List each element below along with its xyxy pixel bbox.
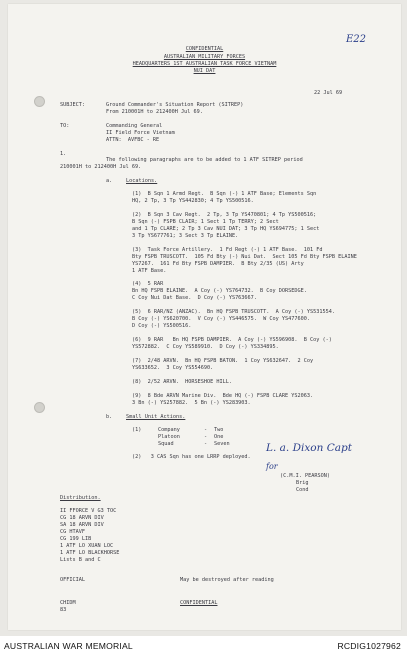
punch-hole [34,402,45,413]
sua-count: One [214,434,224,440]
location-line: YS572882. C Coy YS589910. D Coy (-) YS334895. [132,344,279,350]
to-line: Commanding General [106,123,163,129]
signatory-name: (C.M.I. PEARSON) [280,473,330,479]
header-line: HEADQUARTERS 1ST AUSTRALIAN TASK FORCE VIETNAM [132,61,277,67]
sua-unit: Company [158,427,180,433]
to-line: ATTN: AVFBC - RE [106,137,160,143]
subject-label: SUBJECT: [60,102,85,108]
signature-for: for [266,462,278,471]
handwritten-reference: E22 [346,34,367,45]
punch-hole [34,96,45,107]
paragraph-line: The following paragraphs are to be added to 1 ATF SITREP period [106,157,303,163]
paragraph-line: 210001H to 212400H Jul 69. [60,164,142,170]
location-line: B Sqn (-) FSPB CLAIR; 1 Sect 1 Tp TERRY; 2 Sect [132,219,279,225]
handwritten-signature: L. a. Dixon Capt [266,442,352,454]
document-date: 22 Jul 69 [314,90,343,96]
location-line: (9) 8 Bde ARVN Marine Div. Bde HQ (-) FSPB CLARE YS2063. [132,393,314,399]
location-line: and 1 Tp CLARE; 2 Tp 3 Cav NUI DAT; 3 Tp HQ YS694775; 1 Sect [132,226,320,232]
sua-dash: - [204,441,208,447]
sua-count: Two [214,427,224,433]
header-line: NUI DAT [193,68,216,74]
location-line: B Coy (-) YS620700. V Coy (-) YS446575. W Coy YS477600. [132,316,311,322]
signatory-role: Cond [296,487,309,493]
subpara-a-label: a. [106,178,113,184]
location-line: (4) 5 RAR [132,281,164,287]
distribution-item: 1 ATF LO BLACKHORSE [60,550,120,556]
location-line: 1 ATF Base. [132,268,167,274]
location-line: (1) B Sqn 1 Armd Regt. B Sqn (-) 1 ATF Base; Elements Sqn [132,191,317,197]
location-line: 3 Tp YS677761; 3 Sect 3 Tp ELAINE. [132,233,239,239]
distribution-item: CG 18 ARVN DIV [60,515,104,521]
paragraph-number: 1. [60,151,67,157]
classification-top: CONFIDENTIAL [185,46,224,52]
document-page [8,4,401,630]
location-line: Bn HQ FSPB ELAINE. A Coy (-) YS764732. B Coy DORSEDGE. [132,288,307,294]
header-line: AUSTRALIAN MILITARY FORCES [163,54,246,60]
location-line: 3 Bn (-) YS257882. 5 Bn (-) YS283903. [132,400,251,406]
sua-unit: Platoon [158,434,180,440]
classification-bottom: CONFIDENTIAL [180,600,218,606]
sua-unit: Squad [158,441,174,447]
location-line: YS7267. 161 Fd Bty FSPB DAMPIER. B Bty 2/35 (US) Arty [132,261,304,267]
sua-count: Seven [214,441,230,447]
distribution-title: Distribution. [60,495,101,501]
distribution-item: SA 18 ARVN DIV [60,522,104,528]
location-line: YS633652. 3 Coy YS554690. [132,365,214,371]
sua-number: (1) [132,427,142,433]
to-line: II Field Force Vietnam [106,130,175,136]
location-line: (2) B Sqn 3 Cav Regt. 2 Tp, 3 Tp YS470801; 4 Tp YS500516; [132,212,317,218]
subject-line: Ground Commander's Situation Report (SITREP) [106,102,244,108]
sua-line: (2) 3 CAS Sqn has one LRRP deployed. [132,454,251,460]
location-line: D Coy (-) YS500516. [132,323,192,329]
distribution-item: CG 199 LIB [60,536,92,542]
archive-name: AUSTRALIAN WAR MEMORIAL [4,641,133,651]
official-label: OFFICIAL [60,577,85,583]
destroy-note: May be destroyed after reading [180,577,274,583]
location-line: (5) 6 RAR/NZ (ANZAC). Bn HQ FSPB TRUSCOTT. A Coy (-) YS531554. [132,309,336,315]
subpara-b-title: Small Unit Actions. [126,414,186,420]
location-line: C Coy Nui Dat Base. D Coy (-) YS763667. [132,295,257,301]
archive-record-id: RCDIG1027962 [337,641,401,651]
distribution-item: Lists B and C [60,557,101,563]
distribution-item: II FFORCE V G3 TOC [60,508,117,514]
file-code: 83 [60,607,67,613]
location-line: (8) 2/52 ARVN. HORSESHOE HILL. [132,379,232,385]
distribution-item: CG HTAVF [60,529,85,535]
location-line: HQ, 2 Tp, 3 Tp YS442830; 4 Tp YS500516. [132,198,254,204]
sua-dash: - [204,434,208,440]
subpara-b-label: b. [106,414,113,420]
to-label: TO: [60,123,70,129]
location-line: (6) 9 RAR Bn HQ FSPB DAMPIER. A Coy (-) YS596908. B Coy (-) [132,337,332,343]
location-line: (7) 2/48 ARVN. Bn HQ FSPB BATON. 1 Coy YS632647. 2 Coy [132,358,314,364]
subject-line: From 210001H to 212400H Jul 69. [106,109,203,115]
sua-dash: - [204,427,208,433]
signatory-rank: Brig [296,480,309,486]
file-code: CHIDM [60,600,76,606]
distribution-item: 1 ATF LO XUAN LOC [60,543,114,549]
location-line: Bty FSPB TRUSCOTT. 105 Fd Bty (-) Nui Dat. Sect 105 Fd Bty FSPB ELAINE [132,254,357,260]
location-line: (3) Task Force Artillery. 1 Fd Regt (-) 1 ATF Base. 101 Fd [132,247,323,253]
subpara-a-title: Locations. [126,178,158,184]
